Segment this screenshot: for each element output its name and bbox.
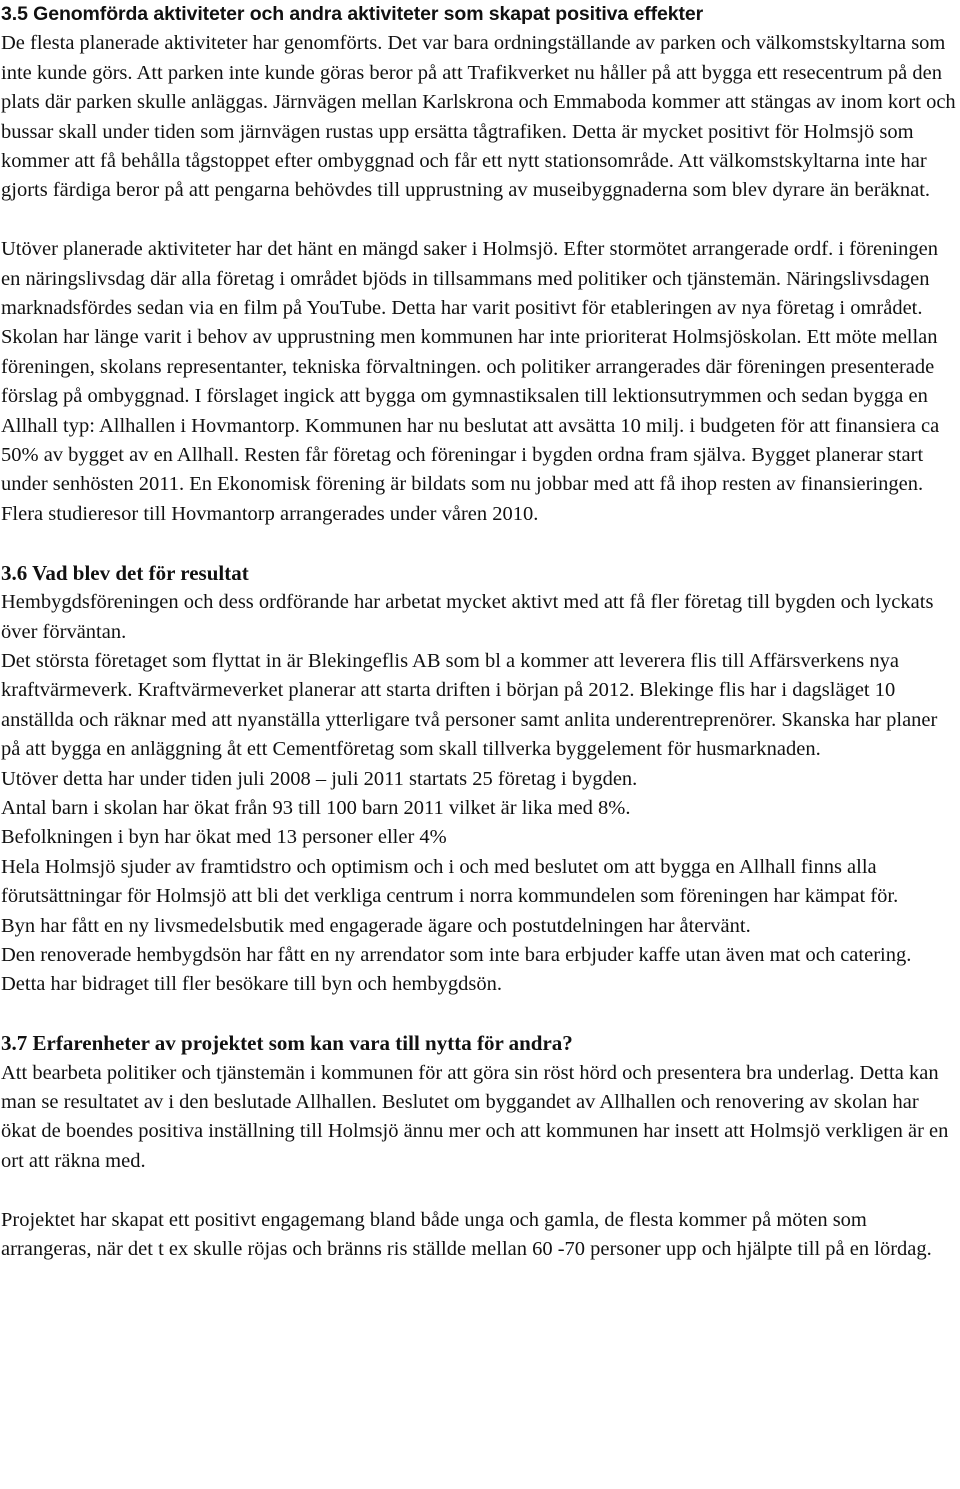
paragraph: De flesta planerade aktiviteter har genomförts. Det var bara ordningställande av parken och välkomstskyltarna som inte kunde görs. Att parken inte kunde göras beror på att Trafikverket nu håller på att bygga ett resecentrum på den plats där parken skulle anläggas. Järnvägen mellan Karlskrona och Emmaboda kommer att stängas av inom kort och bussar skall under tiden som järnvägen rustas upp ersätta tågtrafiken. Detta är mycket positivt för Holmsjö som kommer att få behålla tågstoppet efter ombyggnad och får ett nytt stationsområde. Att välkomstskyltarna inte har gjorts färdiga beror på att pengarna behövdes till upprustning av museibyggnaderna som blev dyrare än beräknat. [1, 32, 956, 202]
section-3-7 [1, 1029, 956, 1264]
paragraph: Antal barn i skolan har ökat från 93 till 100 barn 2011 vilket är lika med 8%. [1, 796, 631, 819]
paragraph: Det största företaget som flyttat in är Blekingeflis AB som bl a kommer att leverera flis till Affärsverkens nya kraftvärmeverk. Kraftvärmeverket planerar att starta driften i början på 2012. Blekinge flis har i dagsläget 10 anställda och räknar med att nyanställa ytterligare två personer samt anlita underentreprenörer. Skanska har planer på att bygga en anläggning åt ett Cementföretag som skall tillverka byggelement för husmarknaden. [1, 649, 938, 761]
section-gap [1, 529, 956, 558]
paragraph-gap [1, 206, 956, 235]
section-heading: 3.6 Vad blev det för resultat [1, 560, 249, 585]
section-3-5 [1, 0, 956, 529]
paragraph: Den renoverade hembygdsön har fått en ny arrendator som inte bara erbjuder kaffe utan även mat och catering. Detta har bidraget till fler besökare till byn och hembygdsön. [1, 943, 912, 996]
paragraph-gap [1, 1176, 956, 1205]
section-gap [1, 1000, 956, 1029]
paragraph: Utöver planerade aktiviteter har det hänt en mängd saker i Holmsjö. Efter stormötet arrangerade ordf. i föreningen en näringslivsdag där alla företag i området bjöds in tillsammans med politiker och tjänstemän. Näringslivsdagen marknadsfördes sedan via en film på YouTube. Detta har varit positivt för etableringen av nya företag i området. Skolan har länge varit i behov av upprustning men kommunen har inte prioriterat Holmsjöskolan. Ett möte mellan föreningen, skolans representanter, tekniska förvaltningen. och politiker arrangerades där föreningen presenterade förslag på ombyggnad. I förslaget ingick att bygga om gymnastiksalen till lektionsutrymmen och sedan bygga en Allhall typ: Allhallen i Hovmantorp. Kommunen har nu beslutat att avsätta 10 milj. i budgeten för att finansiera ca 50% av bygget av en Allhall. Resten får företag och föreningar i bygden ordna fram själva. Bygget planerar start under senhösten 2011. En Ekonomisk förening är bildats som nu jobbar med att få ihop resten av finansieringen. Flera studieresor till Hovmantorp arrangerades under våren 2010. [1, 238, 940, 525]
section-heading: 3.5 Genomförda aktiviteter och andra aktiviteter som skapat positiva effekter [1, 3, 704, 25]
paragraph: Utöver detta har under tiden juli 2008 – juli 2011 startats 25 företag i bygden. [1, 767, 638, 790]
paragraph: Hela Holmsjö sjuder av framtidstro och optimism och i och med beslutet om att bygga en Allhall finns alla förutsättningar för Holmsjö att bli det verkliga centrum i norra kommundelen som föreningen har kämpat för. [1, 855, 899, 908]
section-3-6 [1, 559, 956, 1000]
paragraph: Att bearbeta politiker och tjänstemän i kommunen för att göra sin röst hörd och presentera bra underlag. Detta kan man se resultatet av i den beslutade Allhallen. Beslutet om byggandet av Allhallen och renovering av skolan har ökat de boendes positiva inställning till Holmsjö ännu mer och att kommunen har insett att Holmsjö verkligen är en ort att räkna med. [1, 1061, 949, 1172]
paragraph: Befolkningen i byn har ökat med 13 personer eller 4% [1, 826, 447, 849]
paragraph: Byn har fått en ny livsmedelsbutik med engagerade ägare och postutdelningen har återvänt. [1, 914, 751, 937]
section-heading: 3.7 Erfarenheter av projektet som kan vara till nytta för andra? [1, 1031, 573, 1056]
paragraph: Projektet har skapat ett positivt engagemang bland både unga och gamla, de flesta kommer på möten som arrangeras, när det t ex skulle röjas och bränns ris ställde mellan 60 -70 personer upp och hjälpte till på en lördag. [1, 1208, 932, 1260]
paragraph: Hembygdsföreningen och dess ordförande har arbetat mycket aktivt med att få fler företag till bygden och lyckats över förväntan. [1, 591, 934, 643]
